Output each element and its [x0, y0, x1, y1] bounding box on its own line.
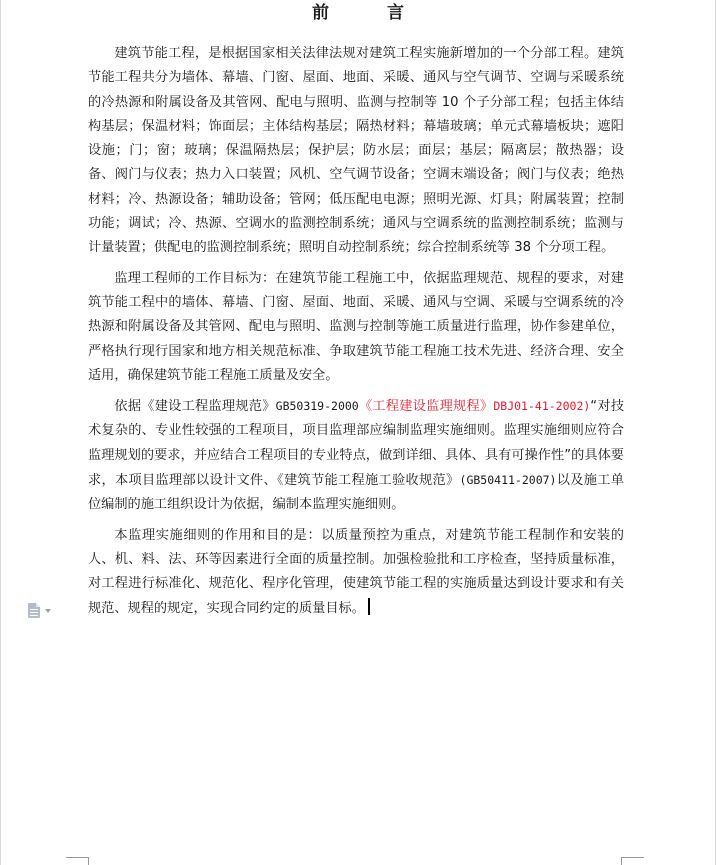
paragraph-marker[interactable] — [28, 603, 56, 619]
citation-red-code: DBJ01-41-2002) — [493, 399, 591, 414]
paragraph-4-text: 本监理实施细则的作用和目的是：以质量预控为重点，对建筑节能工程制作和安装的人、机、料、法、环等因素进行全面的质量控制。加强检验批和工序检查，坚持质量标准，对工程进行标准化、规范化、程序化管理，使建筑节能工程的实施质量达到设计要求和有关规范、规程的规定，实现合同约定的质量目标。 — [88, 527, 624, 616]
chevron-down-icon[interactable] — [45, 609, 51, 613]
citation-prefix: 依据《建设工程监理规范》 — [114, 399, 276, 415]
margin-corner-mark-left — [66, 857, 88, 863]
page-edge-left — [0, 0, 1, 865]
citation-body: “对技术复杂的、专业性较强的工程项目，项目监理部应编制监理实施细则。监理实施细则应符合监理规划的要求，并应结合工程项目的专业特点，做到详细、具体、具有可操作性”的具体要求，本项目监理部以设计文件、《建筑节能工程施工验收规范》 — [88, 399, 625, 489]
margin-corner-mark-right — [622, 857, 644, 863]
document-body[interactable] — [88, 42, 624, 627]
paragraph-2[interactable]: 监理工程师的工作目标为：在建筑节能工程施工中，依据监理规范、规程的要求，对建筑节能工程中的墙体、幕墙、门窗、屋面、地面、采暖、通风与空调、采暖与空调系统的冷热源和附属设备及其管网、配电与照明、监测与控制等施工质量进行监理，协作参建单位，严格执行现行国家和地方相关规范标准、争取建筑节能工程施工技术先进、经济合理、安全适用，确保建筑节能工程施工质量及安全。 — [88, 270, 624, 383]
document-heading: 前言 — [312, 3, 462, 23]
standard-code-gb50319: GB50319-2000 — [275, 399, 359, 414]
citation-red-title: 《工程建设监理规程》 — [358, 399, 494, 415]
text-cursor — [368, 598, 370, 615]
paragraph-4[interactable] — [88, 524, 624, 621]
document-icon[interactable] — [28, 603, 40, 618]
citation-suffix: 以及施工单位编制的施工组织设计为依据，编制本监理实施细则。 — [88, 473, 624, 513]
standard-code-gb50411: (GB50411-2007) — [459, 473, 557, 488]
paragraph-1[interactable]: 建筑节能工程，是根据国家相关法律法规对建筑工程实施新增加的一个分部工程。建筑节能工程共分为墙体、幕墙、门窗、屋面、地面、采暖、通风与空气调节、空调与采暖系统的冷热源和附属设备及其管网、配电与照明、监测与控制等 10 个子分部工程；包括主体结构基层；保温材料；饰面层；主体结构基层；隔热材料；幕墙玻璃；单元式幕墙板块；遮阳设施；门；窗；玻璃；保温隔热层；保护层；防水层；面层；基层；隔离层；散热器；设备、阀门与仪表；热力入口装置；风机、空气调节设备；空调末端设备；阀门与仪表；绝热材料；冷、热源设备；辅助设备；管网；低压配电电源；照明光源、灯具；附属装置；控制功能；调试；冷、热源、空调水的监测控制系统；通风与空调系统的监测控制系统；监测与计量装置；供配电的监测控制系统；照明自动控制系统；综合控制系统等 38 个分项工程。 — [88, 46, 624, 256]
paragraph-3[interactable] — [88, 394, 624, 517]
